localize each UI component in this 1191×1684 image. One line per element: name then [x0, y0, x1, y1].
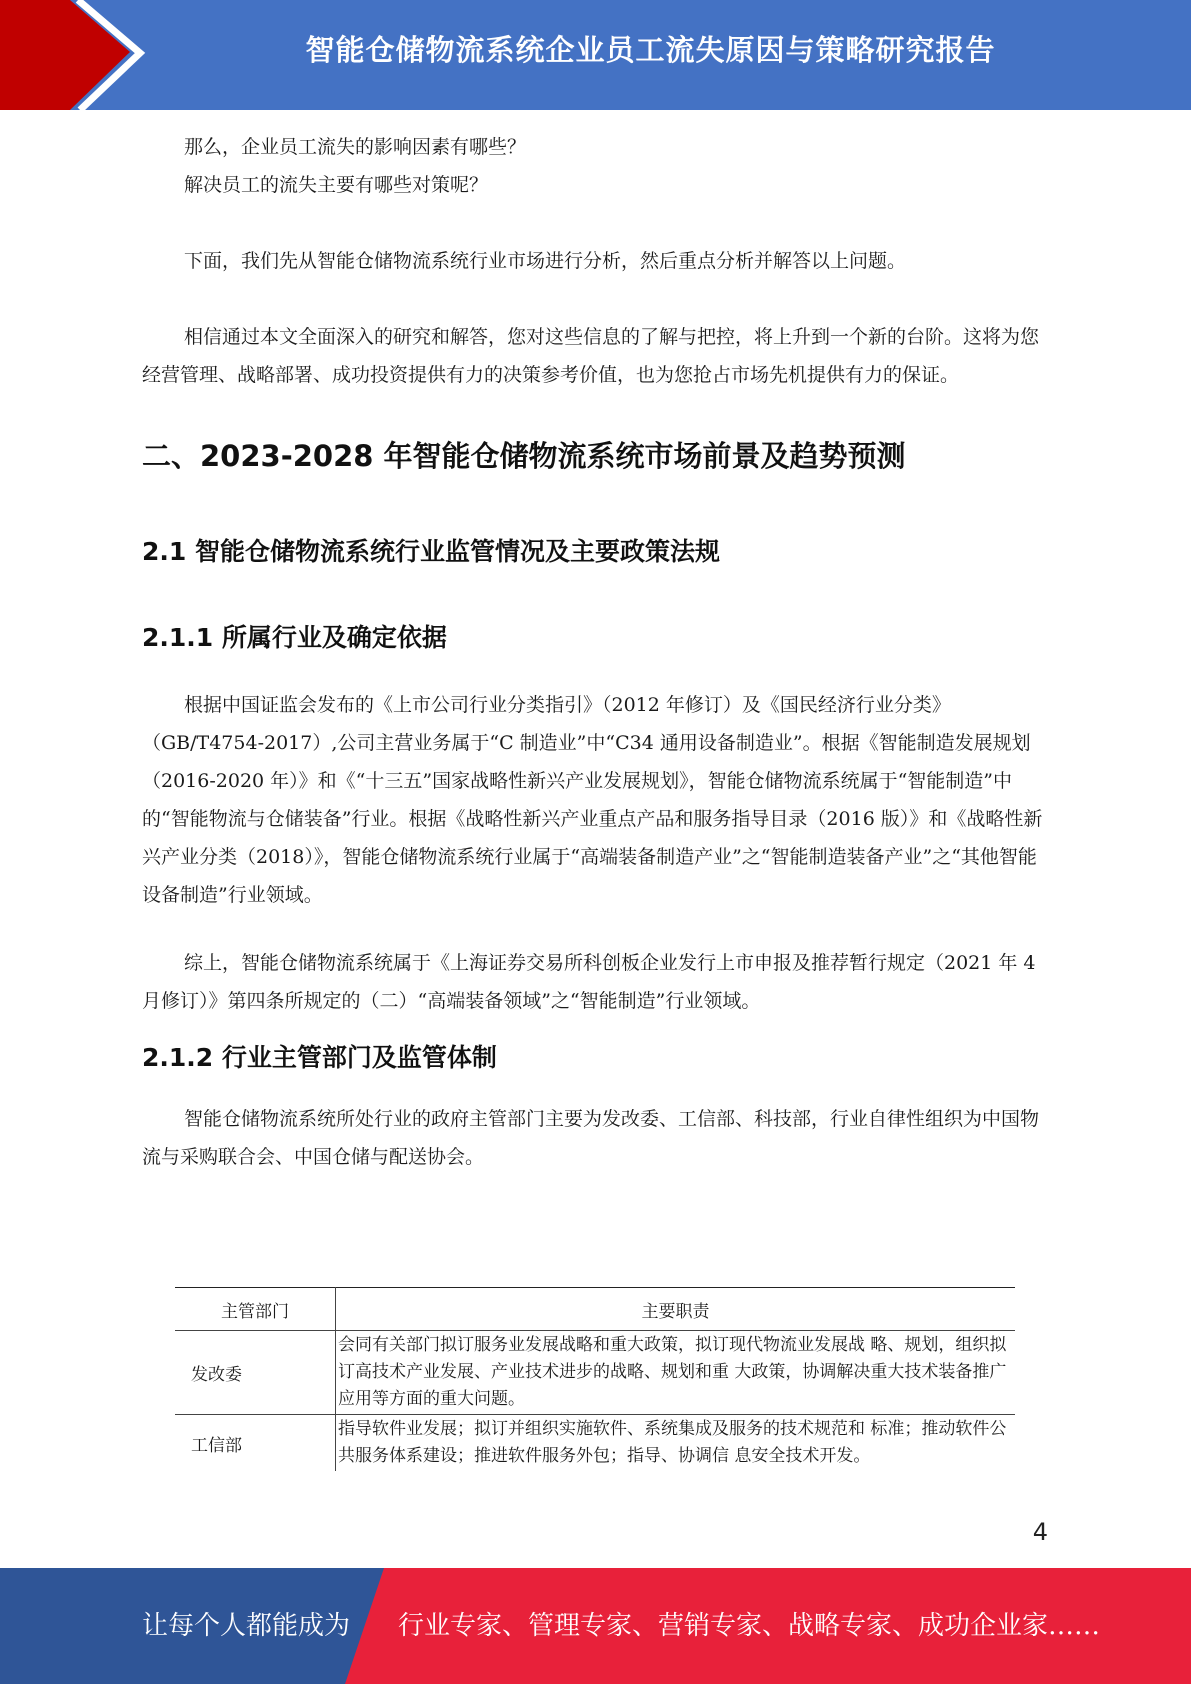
page-content [142, 128, 1047, 1176]
footer-banner [0, 1568, 1191, 1684]
question-1: 那么，企业员工流失的影响因素有哪些？ [184, 136, 527, 158]
table-cell-duty: 指导软件业发展；拟订并组织实施软件、系统集成及服务的技术规范和 标准；推动软件公共服务体系建设；推进软件服务外包；指导、协调信 息安全技术开发。 [338, 1419, 1007, 1466]
header-banner [0, 0, 1191, 110]
section-2-1-1-heading: 2.1.1 所属行业及确定依据 [142, 623, 447, 652]
table-header-duty: 主要职责 [336, 1288, 1016, 1331]
table-header-row [175, 1288, 1015, 1331]
table-cell-dept: 工信部 [175, 1415, 336, 1472]
table-header-dept: 主管部门 [175, 1288, 336, 1331]
table-row [175, 1331, 1015, 1415]
footer-slogan-left: 让每个人都能成为 [142, 1611, 351, 1641]
regulator-duties-table [175, 1287, 1015, 1471]
footer-slogan-right: 行业专家、管理专家、营销专家、战略专家、成功企业家…… [398, 1611, 1101, 1641]
report-title: 智能仓储物流系统企业员工流失原因与策略研究报告 [305, 33, 996, 67]
section-2-heading: 二、2023-2028 年智能仓储物流系统市场前景及趋势预测 [142, 439, 906, 473]
section-2-1-1-paragraph-1: 根据中国证监会发布的《上市公司行业分类指引》（2012 年修订）及《国民经济行业分类》（GB/T4754-2017）,公司主营业务属于“C 制造业”中“C34 通用设备制造业”。根据《智能制造发展规划（2016-2020 年）》和《“十三五”国家战略性新兴产业发展规划》，智能仓储物流系统属于“智能制造”中的“智能物流与仓储装备”行业。根据《战略性新兴产业重点产品和服务指导目录（2016 版）》和《战略性新兴产业分类（2018）》，智能仓储物流系统行业属于“高端装备制造产业”之“智能制造装备产业”之“其他智能设备制造”行业领域。 [142, 694, 1043, 906]
section-2-1-1-paragraph-2: 综上，智能仓储物流系统属于《上海证券交易所科创板企业发行上市申报及推荐暂行规定（2021 年 4 月修订）》第四条所规定的（二）“高端装备领域”之“智能制造”行业领域。 [142, 952, 1036, 1012]
section-2-1-heading: 2.1 智能仓储物流系统行业监管情况及主要政策法规 [142, 537, 720, 566]
table-row [175, 1415, 1015, 1472]
table-cell-dept: 发改委 [175, 1331, 336, 1415]
page-number: 4 [1032, 1518, 1048, 1546]
intro-paragraph-1: 下面，我们先从智能仓储物流系统行业市场进行分析，然后重点分析并解答以上问题。 [184, 250, 907, 272]
section-2-1-2-paragraph: 智能仓储物流系统所处行业的政府主管部门主要为发改委、工信部、科技部，行业自律性组织为中国物流与采购联合会、中国仓储与配送协会。 [142, 1108, 1040, 1168]
intro-paragraph-2: 相信通过本文全面深入的研究和解答，您对这些信息的了解与把控，将上升到一个新的台阶。这将为您经营管理、战略部署、成功投资提供有力的决策参考价值，也为您抢占市场先机提供有力的保证。 [142, 326, 1040, 386]
header-arrow-logo [0, 0, 160, 110]
table-cell-duty: 会同有关部门拟订服务业发展战略和重大政策，拟订现代物流业发展战 略、规划，组织拟订高技术产业发展、产业技术进步的战略、规划和重 大政策，协调解决重大技术装备推广应用等方面的重大问题。 [336, 1331, 1016, 1415]
section-2-1-2-heading: 2.1.2 行业主管部门及监管体制 [142, 1043, 497, 1072]
question-2: 解决员工的流失主要有哪些对策呢？ [184, 174, 489, 196]
